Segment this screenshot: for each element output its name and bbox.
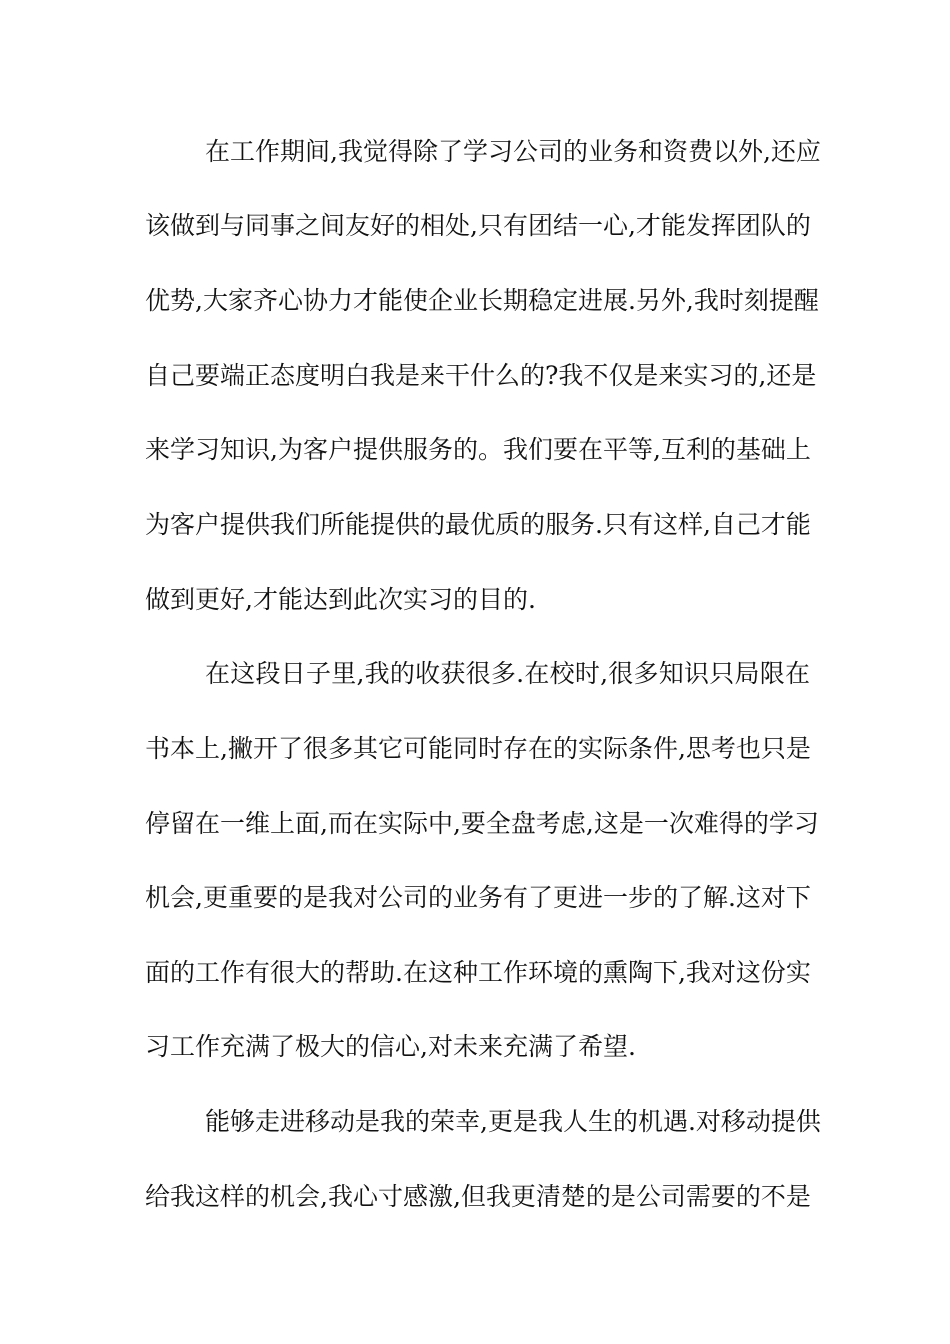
text-line: 面的工作有很大的帮助.在这种工作环境的熏陶下,我对这份实 [145,958,811,987]
text-line: 习工作充满了极大的信心,对未来充满了希望. [145,1032,636,1061]
text-line: 做到更好,才能达到此次实习的目的. [145,585,536,614]
text-line: 在工作期间,我觉得除了学习公司的业务和资费以外,还应 [205,137,821,166]
text-line: 机会,更重要的是我对公司的业务有了更进一步的了解.这对下 [145,883,811,912]
text-line: 该做到与同事之间友好的相处,只有团结一心,才能发挥团队的 [145,211,811,240]
text-line: 能够走进移动是我的荣幸,更是我人生的机遇.对移动提供 [205,1107,821,1136]
text-line: 停留在一维上面,而在实际中,要全盘考虑,这是一次难得的学习 [145,809,819,838]
text-line: 书本上,撇开了很多其它可能同时存在的实际条件,思考也只是 [145,734,811,763]
text-line: 自己要端正态度明白我是来干什么的?我不仅是来实习的,还是 [145,361,817,390]
text-line: 优势,大家齐心协力才能使企业长期稳定进展.另外,我时刻提醒 [145,286,819,315]
text-line: 给我这样的机会,我心寸感激,但我更清楚的是公司需要的不是 [145,1182,811,1211]
text-line: 在这段日子里,我的收获很多.在校时,很多知识只局限在 [205,659,810,688]
text-line: 为客户提供我们所能提供的最优质的服务.只有这样,自己才能 [145,510,811,539]
text-line: 来学习知识,为客户提供服务的。我们要在平等,互利的基础上 [145,435,811,464]
